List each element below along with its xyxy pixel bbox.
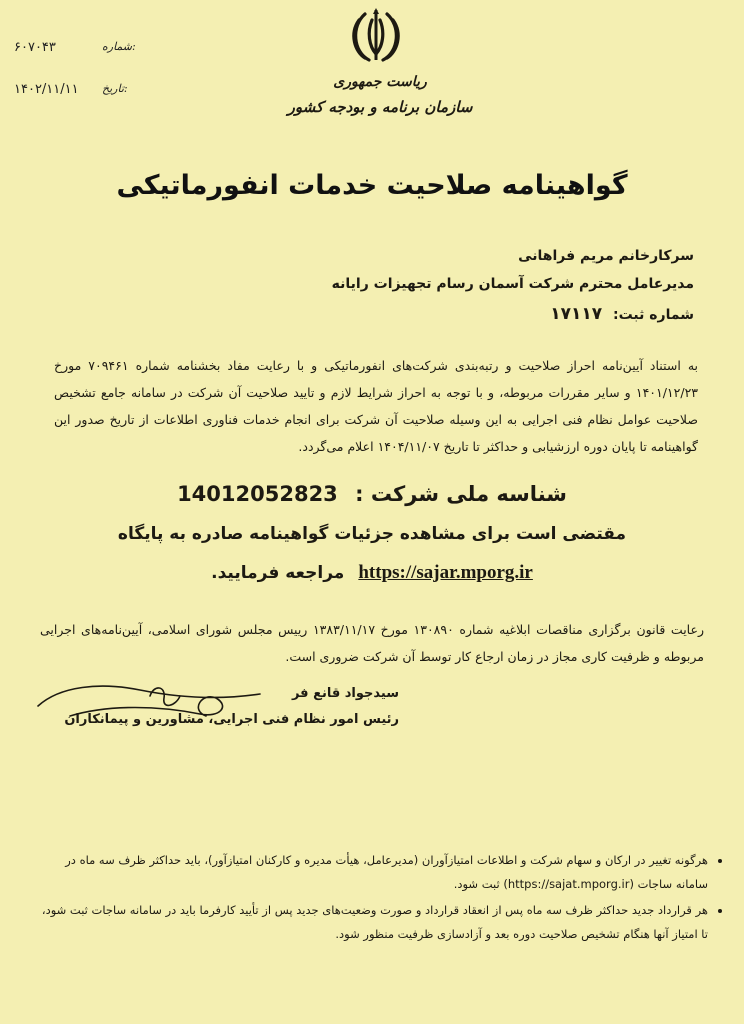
recipient-role: مدیرعامل محترم شرکت آسمان رسام تجهیزات رایانه <box>331 276 694 292</box>
registration-number-label: شماره ثبت: <box>613 307 694 323</box>
list-item: • هر قرارداد جدید حداکثر ظرف سه ماه پس از انعقاد قرارداد و صورت وضعیت‌های جدید پس از تأیید کارفرما باید در سامانه ساجات ثبت شود، تا امتیاز آنها هنگام تشخیص صلاحیت دوره بعد و آزادسازی ظرفیت منظور شود. <box>40 898 708 946</box>
handwritten-signature <box>30 676 270 736</box>
page-title: گواهینامه صلاحیت خدمات انفورماتیکی <box>116 170 628 201</box>
portal-instruction: مقتضی است برای مشاهده جزئیات گواهینامه صادره به پایگاه <box>117 524 627 544</box>
notes-list <box>40 848 726 948</box>
signatory-name: سیدجواد قانع فر <box>291 686 399 701</box>
registration-number-value: ۱۷۱۱۷ <box>550 304 603 324</box>
portal-link-line <box>0 562 744 584</box>
letter-number-label: شماره: <box>102 40 136 53</box>
letter-date-label: تاریخ: <box>102 82 128 95</box>
org-name: سازمان برنامه و بودجه کشور <box>287 98 473 116</box>
emblem-icon <box>345 6 407 68</box>
portal-link[interactable]: https://sajar.mporg.ir <box>358 562 533 583</box>
body-paragraph: به استناد آیین‌نامه احراز صلاحیت و رتبه‌بندی شرکت‌های انفورماتیکی و با رعایت مفاد بخشنامه شماره ۷۰۹۴۶۱ مورخ ۱۴۰۱/۱۲/۲۳ و سایر مقررات مربوطه، و با توجه به احراز شرایط لازم و تایید صلاحیت آن شرکت در سامانه جامع تشخیص صلاحیت عوامل نظام فنی اجرایی به این وسیله صلاحیت آن شرکت برای انجام خدمات فناوری اطلاعات از تاریخ صدور این گواهینامه تا پایان دوره ارزشیابی و حداکثر تا تاریخ ۱۴۰۴/۱۱/۰۷ اعلام می‌گردد. <box>54 358 698 454</box>
org-presidency: ریاست جمهوری <box>333 74 427 90</box>
letter-number-value: ۶۰۷۰۴۳ <box>14 40 56 55</box>
list-item: • هرگونه تغییر در ارکان و سهام شرکت و اطلاعات امتیازآوران (مدیرعامل، هیأت مدیره و کارکنان امتیازآور)، باید حداکثر ظرف سه ماه در سامانه ساجات (https://sajat.mporg.ir) ثبت شود. <box>40 848 708 896</box>
recipient-name: سرکارخانم مریم فراهانی <box>518 248 694 264</box>
portal-link-suffix: مراجعه فرمایید. <box>211 563 345 583</box>
national-id <box>0 482 744 506</box>
letter-date-value: ۱۴۰۲/۱۱/۱۱ <box>14 82 79 97</box>
registration-number <box>550 304 694 324</box>
compliance-paragraph: رعایت قانون برگزاری مناقصات ابلاغیه شماره ۱۳۰۸۹۰ مورخ ۱۳۸۳/۱۱/۱۷ رییس مجلس شورای اسلامی، آیین‌نامه‌های اجرایی مربوطه و ظرفیت کاری مجاز در زمان ارجاع کار توسط آن شرکت ضروری است. <box>40 622 704 664</box>
national-id-value: 14012052823 <box>177 482 338 506</box>
national-id-label: شناسه ملی شرکت : <box>355 482 567 506</box>
signatory-position: رئیس امور نظام فنی اجرایی، مشاورین و پیمانکاران <box>64 712 399 727</box>
